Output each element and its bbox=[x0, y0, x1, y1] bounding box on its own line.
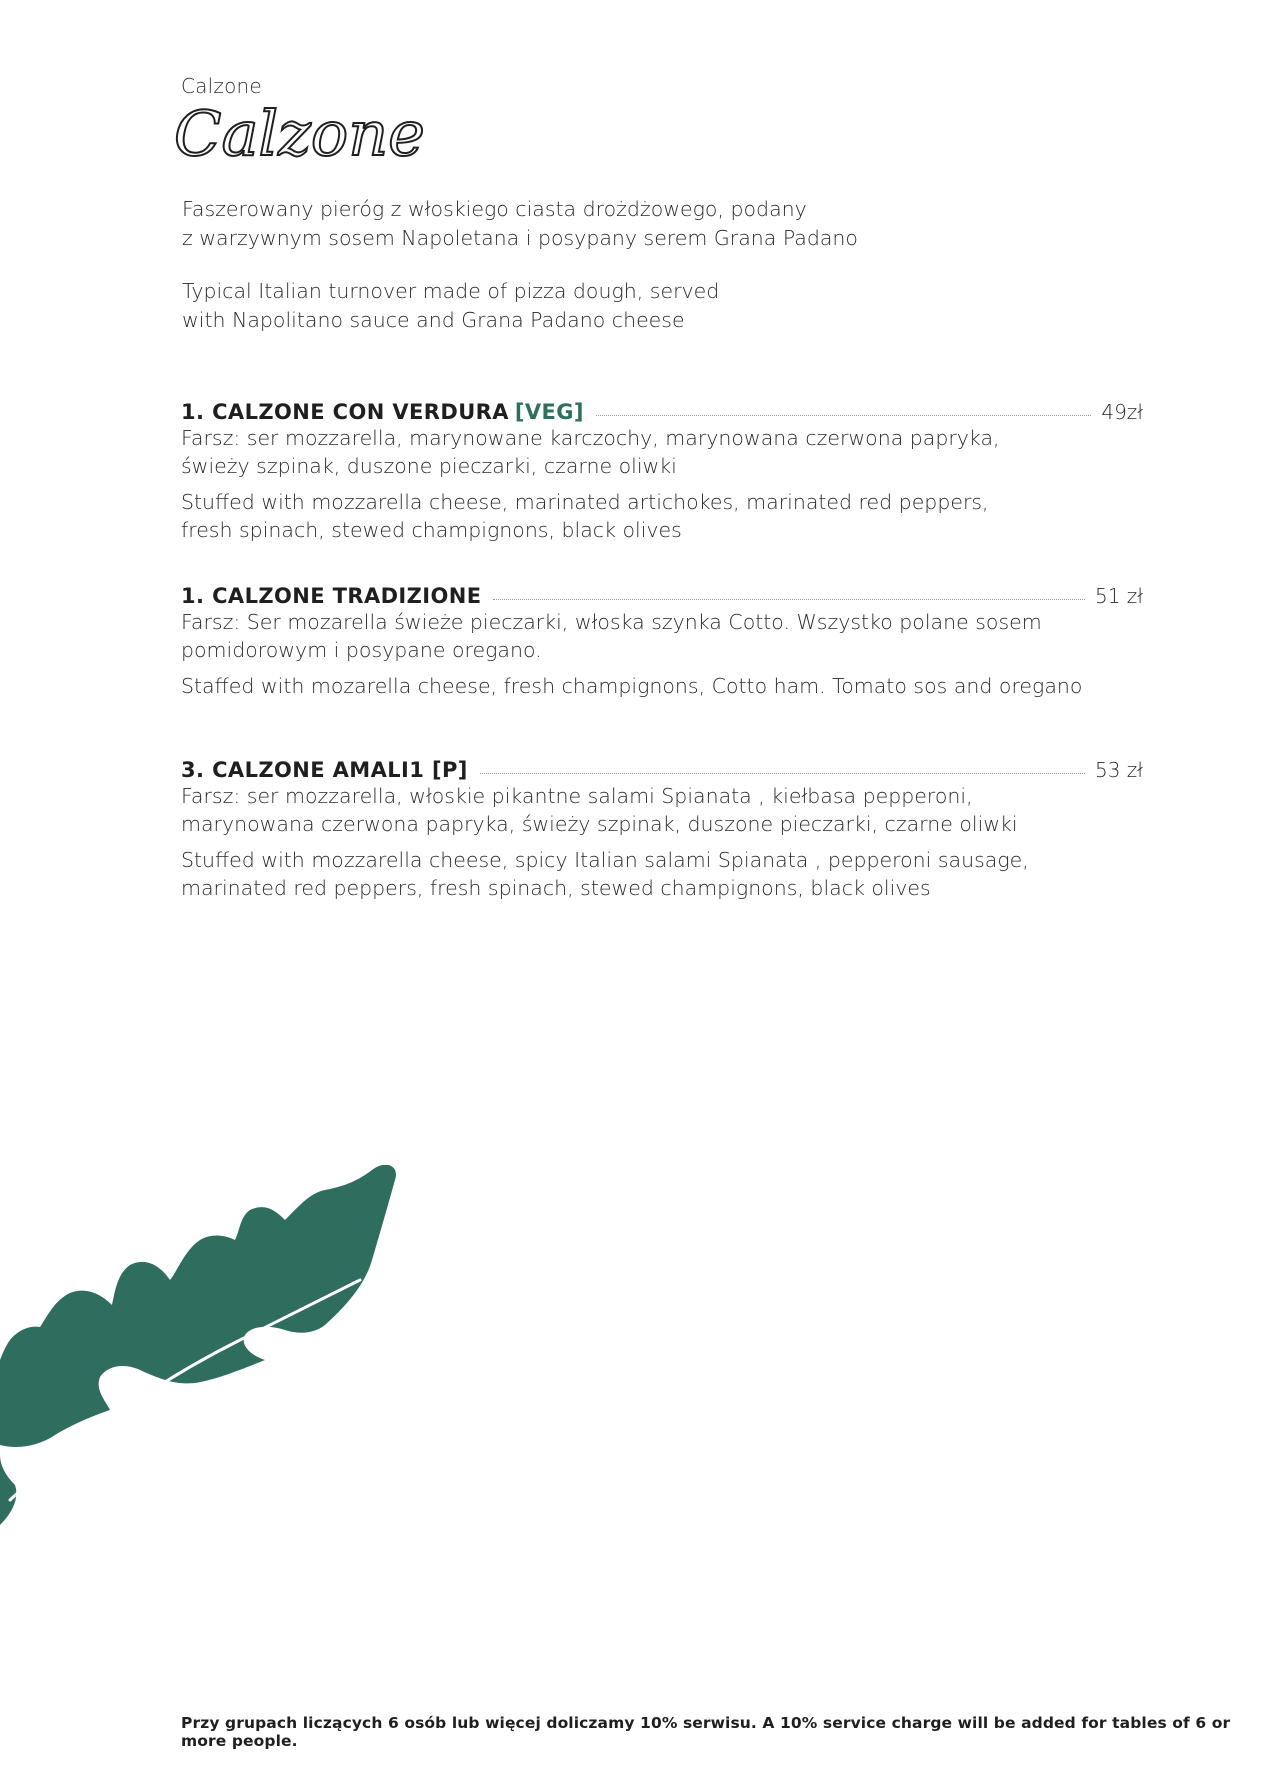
desc-line: Farsz: ser mozzarella, włoskie pikantne salami Spianata , kiełbasa pepperoni, bbox=[181, 784, 973, 808]
menu-item-header bbox=[181, 392, 1143, 424]
menu-item-header bbox=[181, 750, 1143, 782]
desc-line: Staffed with mozarella cheese, fresh champignons, Cotto ham. Tomato sos and oregano bbox=[181, 674, 1083, 698]
menu-item-calzone-amali bbox=[181, 750, 1143, 902]
menu-item-desc-english bbox=[181, 488, 1143, 544]
desc-line: Stuffed with mozzarella cheese, spicy Italian salami Spianata , pepperoni sausage, bbox=[181, 848, 1029, 872]
desc-line: marinated red peppers, fresh spinach, stewed champignons, black olives bbox=[181, 876, 931, 900]
leader-dots bbox=[480, 772, 1085, 774]
desc-line: Farsz: Ser mozarella świeże pieczarki, włoska szynka Cotto. Wszystko polane sosem bbox=[181, 610, 1042, 634]
section-script-title bbox=[172, 100, 432, 170]
menu-item-desc-english bbox=[181, 672, 1143, 700]
desc-line: świeży szpinak, duszone pieczarki, czarne oliwki bbox=[181, 454, 677, 478]
veg-tag: [VEG] bbox=[514, 400, 584, 424]
leader-dots bbox=[493, 598, 1085, 600]
menu-item-name: 3. CALZONE AMALI1 [P] bbox=[181, 758, 468, 782]
leader-dots bbox=[596, 414, 1091, 416]
menu-item-header bbox=[181, 576, 1143, 608]
intro-polish bbox=[182, 195, 858, 253]
menu-item-name: 1. CALZONE TRADIZIONE bbox=[181, 584, 482, 608]
script-title-text: Calzone bbox=[174, 100, 425, 170]
menu-item-desc-polish bbox=[181, 424, 1143, 480]
desc-line: pomidorowym i posypane oregano. bbox=[181, 638, 542, 662]
intro-english-line: Typical Italian turnover made of pizza dough, served bbox=[182, 279, 720, 303]
service-charge-note: Przy grupach liczących 6 osób lub więcej doliczamy 10% serwisu. A 10% service charge will be added for tables of 6 or more people. bbox=[181, 1714, 1231, 1750]
intro-polish-line: Faszerowany pieróg z włoskiego ciasta drożdżowego, podany bbox=[182, 197, 807, 221]
menu-item-calzone-tradizione bbox=[181, 576, 1143, 700]
menu-item-price: 53 zł bbox=[1095, 758, 1143, 782]
section-subtitle: Calzone bbox=[181, 74, 262, 98]
menu-item-desc-polish bbox=[181, 608, 1143, 664]
desc-line: Farsz: ser mozzarella, marynowane karczochy, marynowana czerwona papryka, bbox=[181, 426, 1000, 450]
menu-item-name: 1. CALZONE CON VERDURA [VEG] bbox=[181, 400, 584, 424]
intro-polish-line: z warzywnym sosem Napoletana i posypany serem Grana Padano bbox=[182, 226, 858, 250]
menu-item-price: 49zł bbox=[1101, 400, 1143, 424]
desc-line: Stuffed with mozzarella cheese, marinated artichokes, marinated red peppers, bbox=[181, 490, 989, 514]
menu-item-calzone-con-verdura bbox=[181, 392, 1143, 544]
menu-item-price: 51 zł bbox=[1095, 584, 1143, 608]
intro-english-line: with Napolitano sauce and Grana Padano cheese bbox=[182, 308, 685, 332]
desc-line: marynowana czerwona papryka, świeży szpinak, duszone pieczarki, czarne oliwki bbox=[181, 812, 1018, 836]
arugula-leaf-icon bbox=[0, 1165, 420, 1545]
intro-english bbox=[182, 277, 719, 335]
desc-line: fresh spinach, stewed champignons, black olives bbox=[181, 518, 682, 542]
menu-item-desc-english bbox=[181, 846, 1143, 902]
menu-item-desc-polish bbox=[181, 782, 1143, 838]
